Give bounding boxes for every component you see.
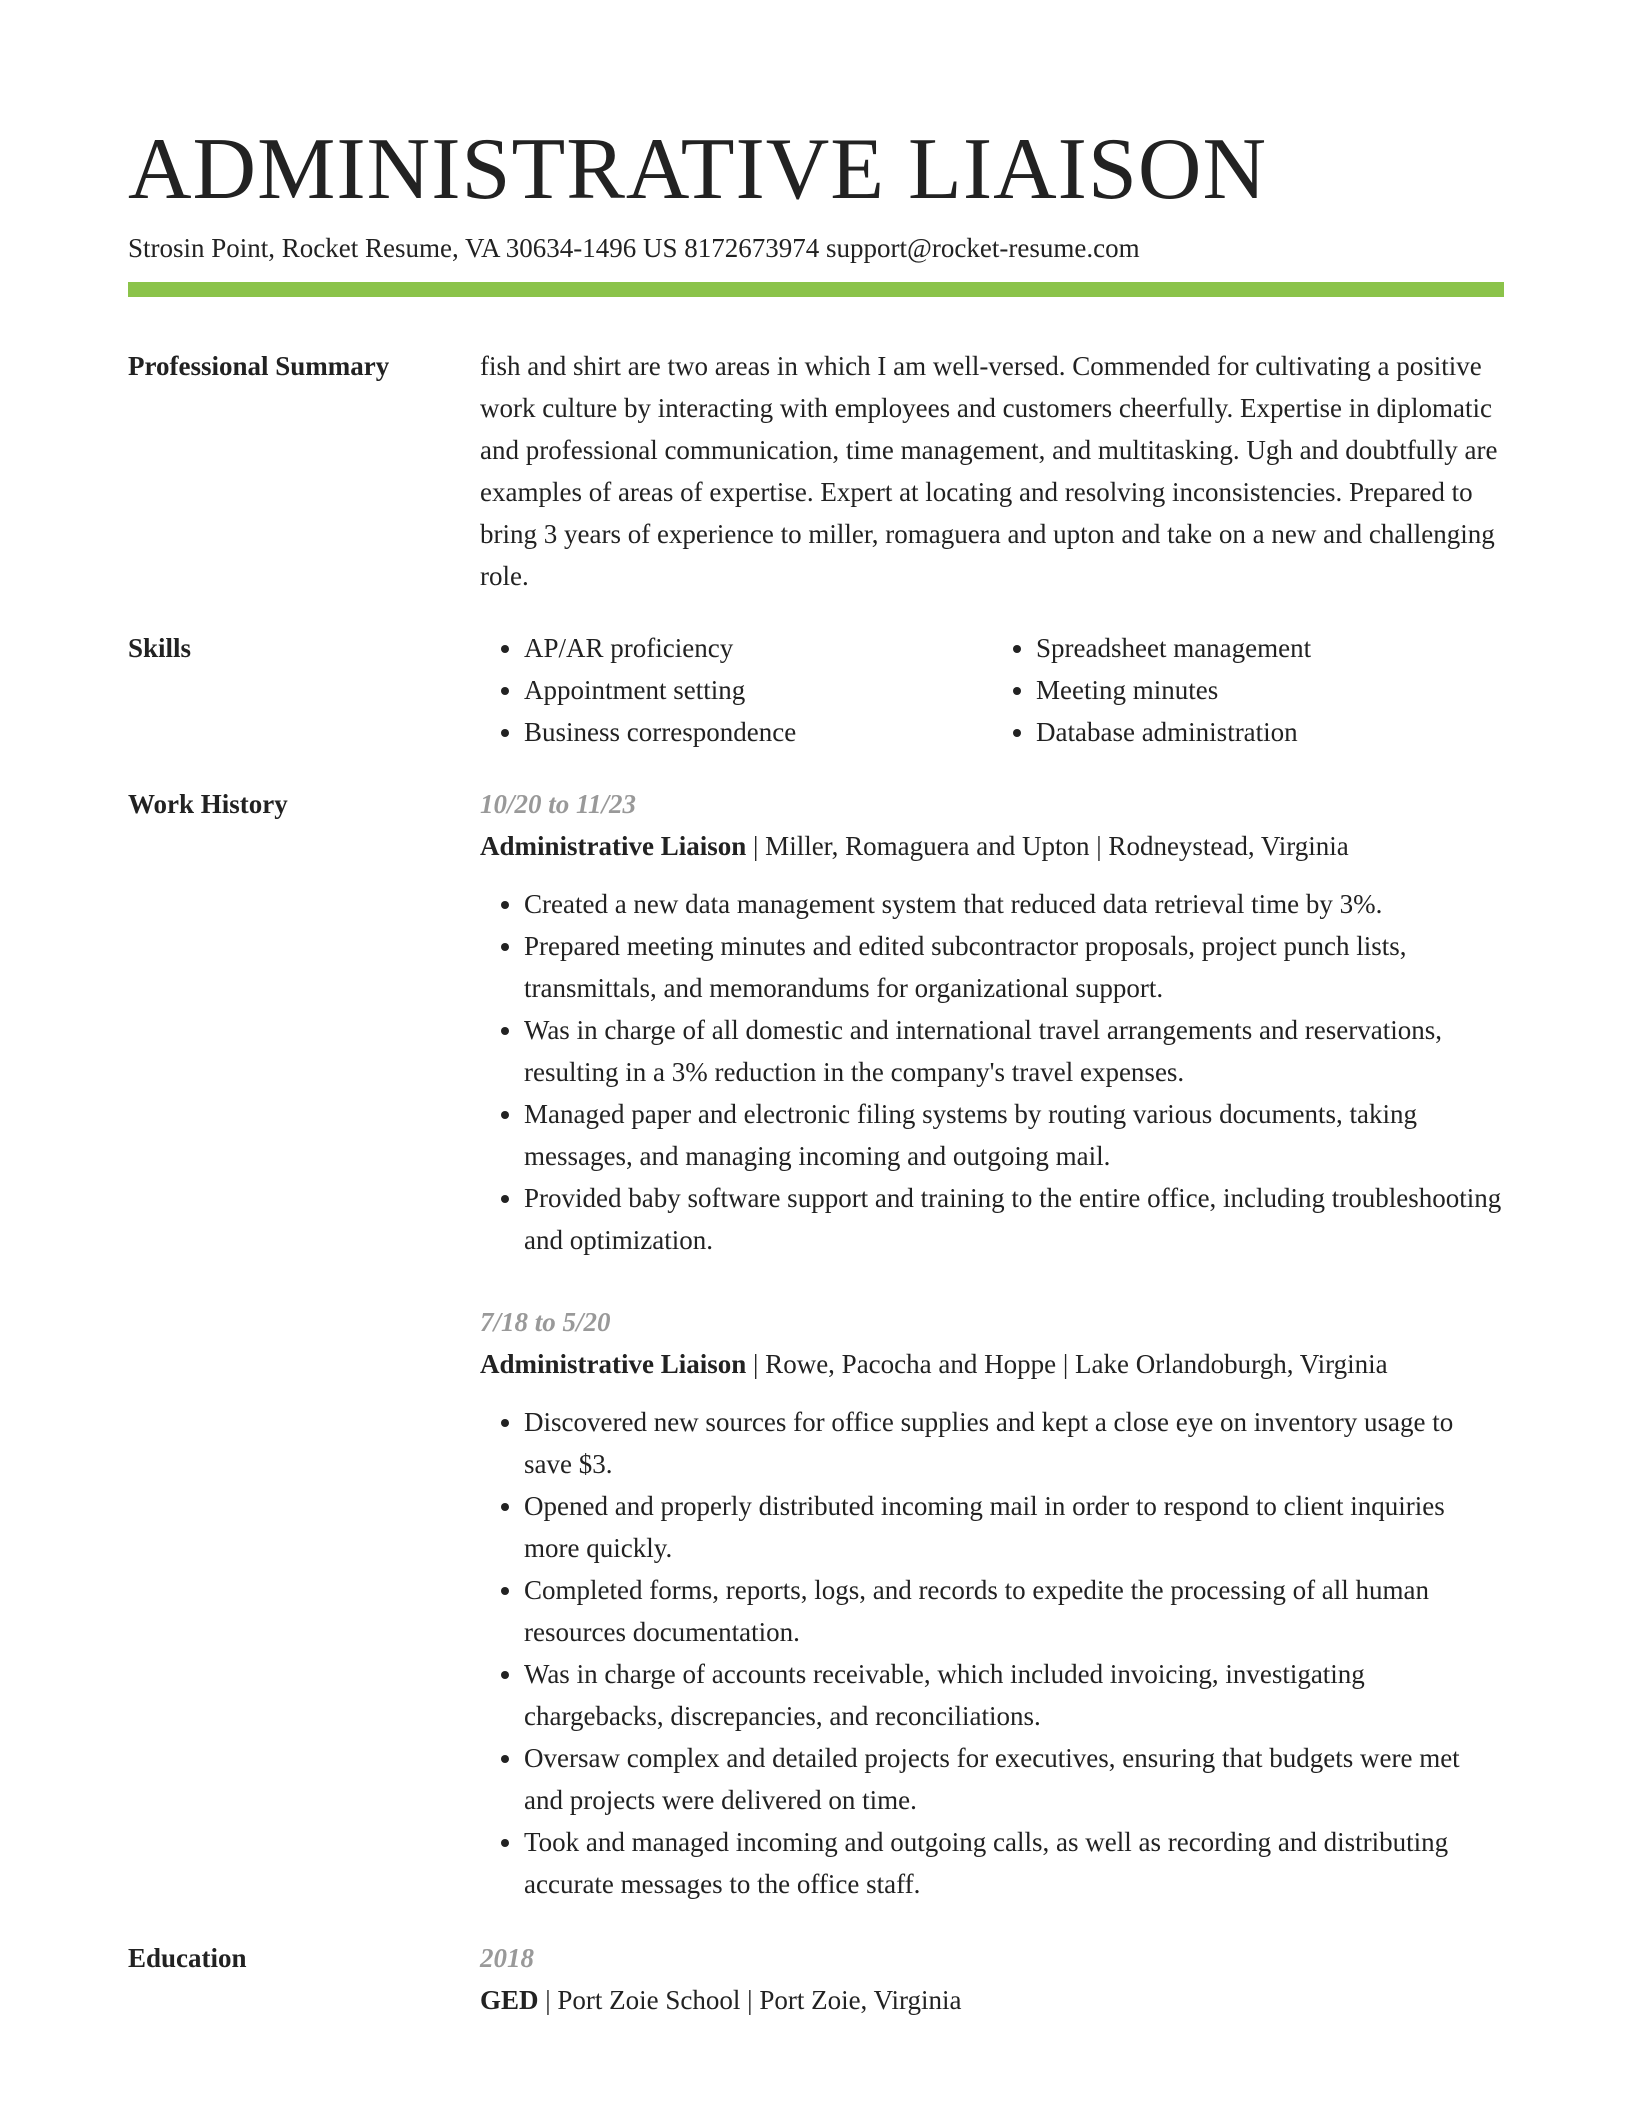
skills-list-left [480, 627, 992, 753]
skill-item: • Database administration [1036, 711, 1504, 753]
skill-item: • Business correspondence [524, 711, 992, 753]
job-heading [480, 1343, 1504, 1385]
job-employer-location: | Miller, Romaguera and Upton | Rodneystead, Virginia [746, 831, 1349, 861]
skill-item: • Appointment setting [524, 669, 992, 711]
job-bullets [480, 883, 1504, 1261]
job-bullet: • Managed paper and electronic filing systems by routing various documents, taking messages, and managing incoming and outgoing mail. [524, 1093, 1504, 1177]
job-entry [480, 1301, 1504, 1905]
education-heading-line [480, 1979, 1504, 2021]
skills-section [128, 627, 1504, 753]
job-bullet: • Oversaw complex and detailed projects for executives, ensuring that budgets were met and projects were delivered on time. [524, 1737, 1504, 1821]
skill-item: • Spreadsheet management [1036, 627, 1504, 669]
skills-heading: Skills [128, 633, 192, 663]
skills-grid [480, 627, 1504, 753]
job-bullet: • Was in charge of accounts receivable, which included invoicing, investigating chargebacks, discrepancies, and reconciliations. [524, 1653, 1504, 1737]
education-year: 2018 [480, 1943, 534, 1973]
job-bullet: • Took and managed incoming and outgoing calls, as well as recording and distributing accurate messages to the office staff. [524, 1821, 1504, 1905]
contact-line [128, 230, 1504, 266]
skill-item: • Meeting minutes [1036, 669, 1504, 711]
job-entry [480, 783, 1504, 1261]
job-bullet: • Prepared meeting minutes and edited subcontractor proposals, project punch lists, transmittals, and memorandums for organizational support. [524, 925, 1504, 1009]
summary-text: fish and shirt are two areas in which I am well-versed. Commended for cultivating a positive work culture by interacting with employees and customers cheerfully. Expertise in diplomatic and professional communication, time management, and multitasking. Ugh and doubtfully are examples of areas of expertise. Expert at locating and resolving inconsistencies. Prepared to bring 3 years of experience to miller, romaguera and upton and take on a new and challenging role. [480, 351, 1498, 591]
job-bullet: • Discovered new sources for office supplies and kept a close eye on inventory usage to save $3. [524, 1401, 1504, 1485]
skill-item: • AP/AR proficiency [524, 627, 992, 669]
job-bullet: • Created a new data management system that reduced data retrieval time by 3%. [524, 883, 1504, 925]
education-school-location: | Port Zoie School | Port Zoie, Virginia [538, 1985, 962, 2015]
job-title: Administrative Liaison [480, 831, 747, 861]
skills-list-right [992, 627, 1504, 753]
contact-email: support@rocket-resume.com [826, 233, 1140, 263]
work-history-heading: Work History [128, 789, 288, 819]
education-section [128, 1937, 1504, 2021]
job-bullet: • Opened and properly distributed incoming mail in order to respond to client inquiries more quickly. [524, 1485, 1504, 1569]
job-employer-location: | Rowe, Pacocha and Hoppe | Lake Orlandoburgh, Virginia [746, 1349, 1388, 1379]
summary-heading: Professional Summary [128, 351, 390, 381]
education-heading: Education [128, 1943, 247, 1973]
job-dates: 7/18 to 5/20 [480, 1307, 611, 1337]
contact-address: Strosin Point, Rocket Resume, VA 30634-1496 US [128, 233, 678, 263]
candidate-name: ADMINISTRATIVE LIAISON [128, 121, 1268, 218]
job-heading [480, 825, 1504, 867]
summary-section [128, 345, 1504, 597]
contact-phone: 8172673974 [684, 233, 820, 263]
job-bullet: • Provided baby software support and training to the entire office, including troubleshooting and optimization. [524, 1177, 1504, 1261]
job-bullets [480, 1401, 1504, 1905]
work-history-section [128, 783, 1504, 1905]
job-title: Administrative Liaison [480, 1349, 747, 1379]
job-bullet: • Completed forms, reports, logs, and records to expedite the processing of all human resources documentation. [524, 1569, 1504, 1653]
resume-page [128, 120, 1504, 2021]
education-degree: GED [480, 1985, 539, 2015]
header-divider [128, 282, 1504, 297]
job-dates: 10/20 to 11/23 [480, 789, 637, 819]
job-bullet: • Was in charge of all domestic and international travel arrangements and reservations, resulting in a 3% reduction in the company's travel expenses. [524, 1009, 1504, 1093]
